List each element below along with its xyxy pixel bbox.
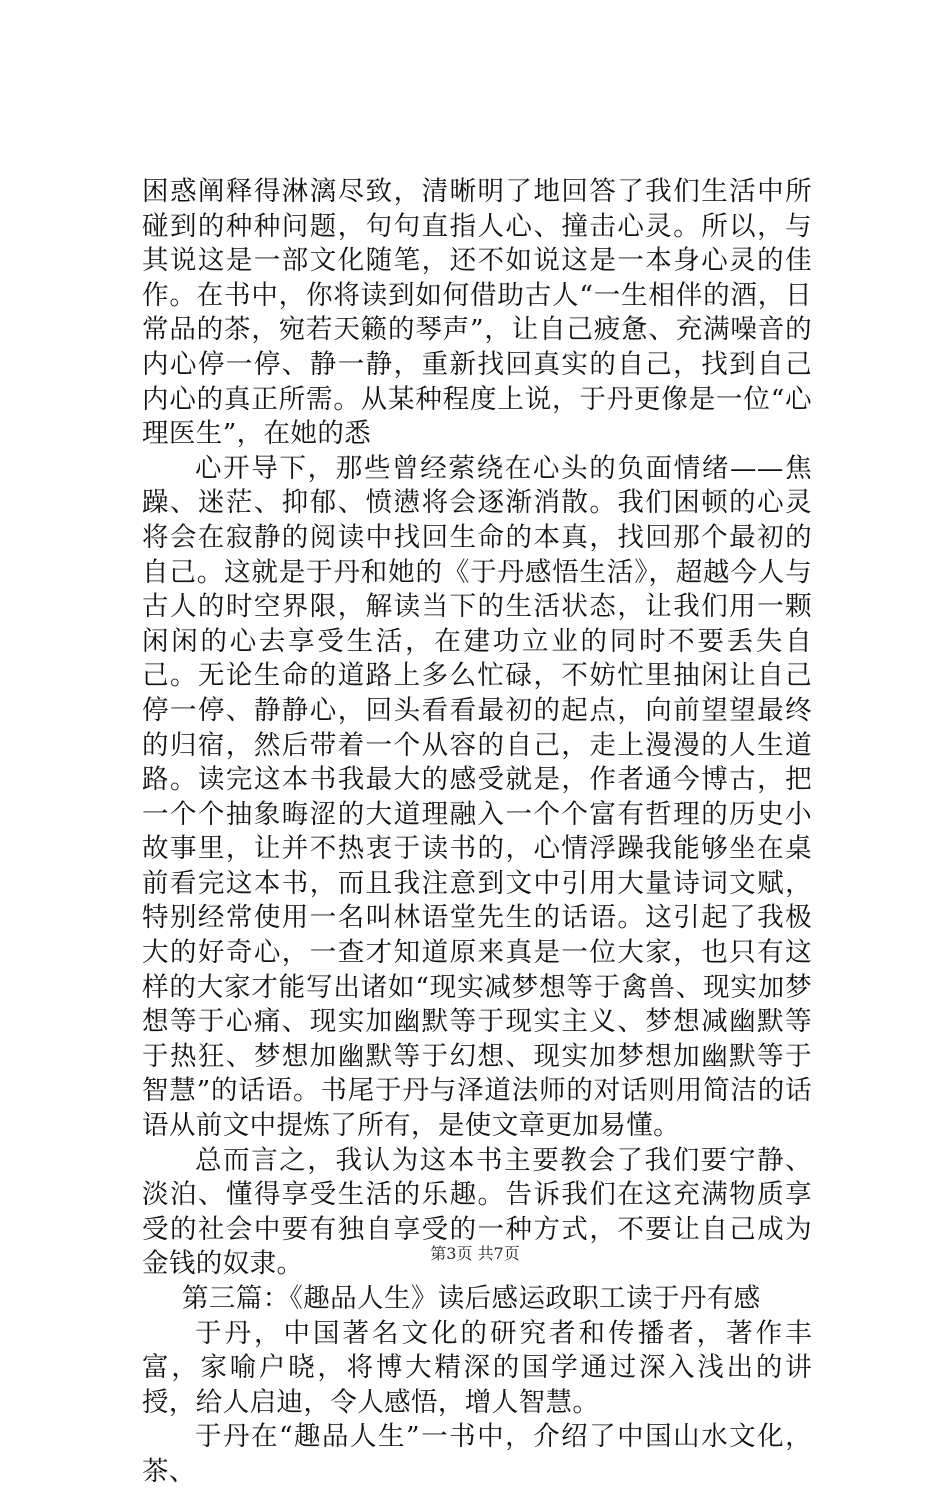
section-paragraph-2: 于丹在“趣品人生”一书中，介绍了中国山水文化，茶、 bbox=[142, 1421, 812, 1487]
document-body bbox=[142, 175, 812, 1490]
page-number: 第3页 共7页 bbox=[430, 1244, 520, 1263]
page-footer bbox=[0, 1243, 950, 1265]
paragraph-2: 心开导下，那些曾经萦绕在心头的负面情绪——焦躁、迷茫、抑郁、愤懑将会逐渐消散。我们困顿的心灵将会在寂静的阅读中找回生命的本真，找回那个最初的自己。这就是于丹和她的《于丹感悟生活》，超越今人与古人的时空界限，解读当下的生活状态，让我们用一颗闲闲的心去享受生活，在建功立业的同时不要丢失自己。无论生命的道路上多么忙碌，不妨忙里抽闲让自己停一停、静静心，回头看看最初的起点，向前望望最终的归宿，然后带着一个从容的自己，走上漫漫的人生道路。读完这本书我最大的感受就是，作者通今博古，把一个个抽象晦涩的大道理融入一个个富有哲理的历史小故事里，让并不热衷于读书的，心情浮躁我能够坐在桌前看完这本书，而且我注意到文中引用大量诗词文赋，特别经常使用一名叫林语堂先生的话语。这引起了我极大的好奇心，一查才知道原来真是一位大家，也只有这样的大家才能写出诸如“现实减梦想等于禽兽、现实加梦想等于心痛、现实加幽默等于现实主义、梦想减幽默等于热狂、梦想加幽默等于幻想、现实加梦想加幽默等于智慧”的话语。书尾于丹与泽道法师的对话则用简洁的话语从前文中提炼了所有，是使文章更加易懂。 bbox=[142, 452, 812, 1142]
section-heading: 第三篇：《趣品人生》读后感运政职工读于丹有感 bbox=[182, 1283, 761, 1314]
section-paragraph-1: 于丹，中国著名文化的研究者和传播者，著作丰富，家喻户晓，将博大精深的国学通过深入浅出的讲授，给人启迪，令人感悟，增人智慧。 bbox=[142, 1317, 812, 1418]
paragraph-1: 困惑阐释得淋漓尽致，清晰明了地回答了我们生活中所碰到的种种问题，句句直指人心、撞击心灵。所以，与其说这是一部文化随笔，还不如说这是一本身心灵的佳作。在书中，你将读到如何借助古人“一生相伴的酒，日常品的茶，宛若天籁的琴声”，让自己疲惫、充满噪音的内心停一停、静一静，重新找回真实的自己，找到自己内心的真正所需。从某种程度上说，于丹更像是一位“心理医生”，在她的悉 bbox=[142, 176, 812, 450]
paragraph-3: 总而言之，我认为这本书主要教会了我们要宁静、淡泊、懂得享受生活的乐趣。告诉我们在这充满物质享受的社会中要有独自享受的一种方式，不要让自己成为金钱的奴隶。 bbox=[142, 1144, 812, 1280]
